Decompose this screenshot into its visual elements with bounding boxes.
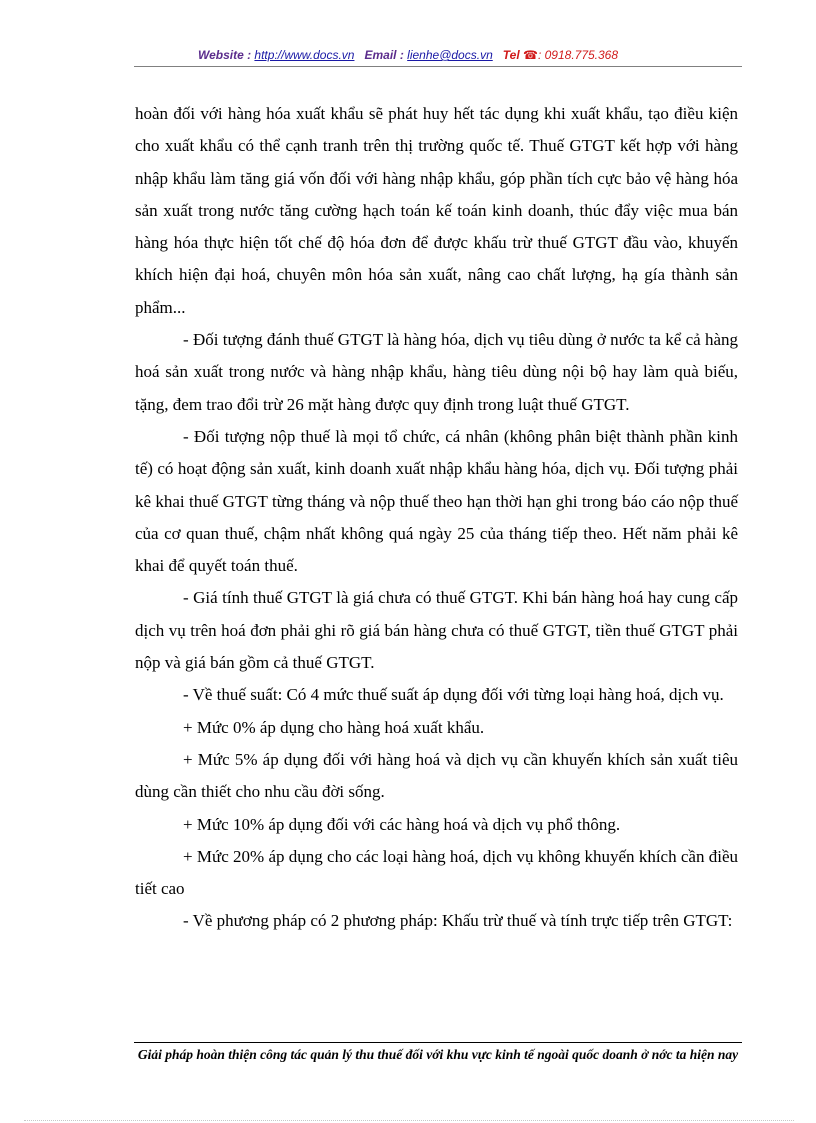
document-body [135,98,738,938]
page-footer-title: Giải pháp hoàn thiện công tác quản lý thu thuế đối với khu vực kinh tế ngoài quốc doanh ở nớc ta hiện nay [137,1047,739,1062]
paragraph-taxpayers: - Đối tượng nộp thuế là mọi tổ chức, cá nhân (không phân biệt thành phần kinh tế) có hoạt động sản xuất, kinh doanh xuất nhập khẩu hàng hóa, dịch vụ. Đối tượng phải kê khai thuế GTGT từng tháng và nộp thuế theo hạn thời hạn ghi trong báo cáo nộp thuế của cơ quan thuế, chậm nhất không quá ngày 25 của tháng tiếp theo. Hết năm phải kê khai để quyết toán thuế. [135,426,738,576]
footer-divider [134,1042,742,1043]
paragraph-rate-0: + Mức 0% áp dụng cho hàng hoá xuất khẩu. [183,717,485,737]
paragraph-continuation: hoàn đối với hàng hóa xuất khẩu sẽ phát huy hết tác dụng khi xuất khẩu, tạo điều kiện cho xuất khẩu có thể cạnh tranh trên thị trường quốc tế. Thuế GTGT kết hợp với hàng nhập khẩu làm tăng giá vốn đối với hàng nhập khẩu, góp phần tích cực bảo vệ hàng hóa sản xuất trong nước tăng cường hạch toán kế toán kinh doanh, thúc đẩy việc mua bán hàng hóa thực hiện tốt chế độ hóa đơn để được khấu trừ thuế GTGT đầu vào, khuyến khích hiện đại hoá, chuyên môn hóa sản xuất, nâng cao chất lượng, hạ gía thành sản phẩm... [135,104,738,317]
website-link[interactable]: http://www.docs.vn [254,48,355,62]
paragraph-rate-10: + Mức 10% áp dụng đối với các hàng hoá và dịch vụ phổ thông. [183,814,621,834]
paragraph-taxable-objects: - Đối tượng đánh thuế GTGT là hàng hóa, dịch vụ tiêu dùng ở nước ta kể cả hàng hoá sản xuất trong nước và hàng nhập khẩu, hàng tiêu dùng nội bộ hay làm quà biếu, tặng, đem trao đổi trừ 26 mặt hàng được quy định trong luật thuế GTGT. [135,330,738,414]
page-edge [24,1120,794,1121]
phone-number: : 0918.775.368 [537,48,619,62]
header-divider [134,66,742,67]
website-label: Website : [197,48,255,62]
paragraph-rate-20: + Mức 20% áp dụng cho các loại hàng hoá, dịch vụ không khuyến khích cần điều tiết cao [135,846,738,899]
email-link[interactable]: lienhe@docs.vn [407,48,493,62]
email-label: Email [364,48,397,62]
paragraph-taxable-price: - Giá tính thuế GTGT là giá chưa có thuế GTGT. Khi bán hàng hoá hay cung cấp dịch vụ trên hoá đơn phải ghi rõ giá bán hàng chưa có thuế GTGT, tiền thuế GTGT phải nộp và giá bán gồm cả thuế GTGT. [135,588,738,673]
email-separator: : [396,48,408,62]
paragraph-methods: - Về phương pháp có 2 phương pháp: Khấu trừ thuế và tính trực tiếp trên GTGT: [183,911,733,931]
paragraph-tax-rates: - Về thuế suất: Có 4 mức thuế suất áp dụng đối với từng loại hàng hoá, dịch vụ. [183,685,724,705]
tel-label: Tel ☎ [502,48,538,62]
page-header [0,48,816,62]
paragraph-rate-5: + Mức 5% áp dụng đối với hàng hoá và dịch vụ cần khuyến khích sản xuất tiêu dùng cần thiết cho nhu cầu đời sống. [135,749,738,802]
